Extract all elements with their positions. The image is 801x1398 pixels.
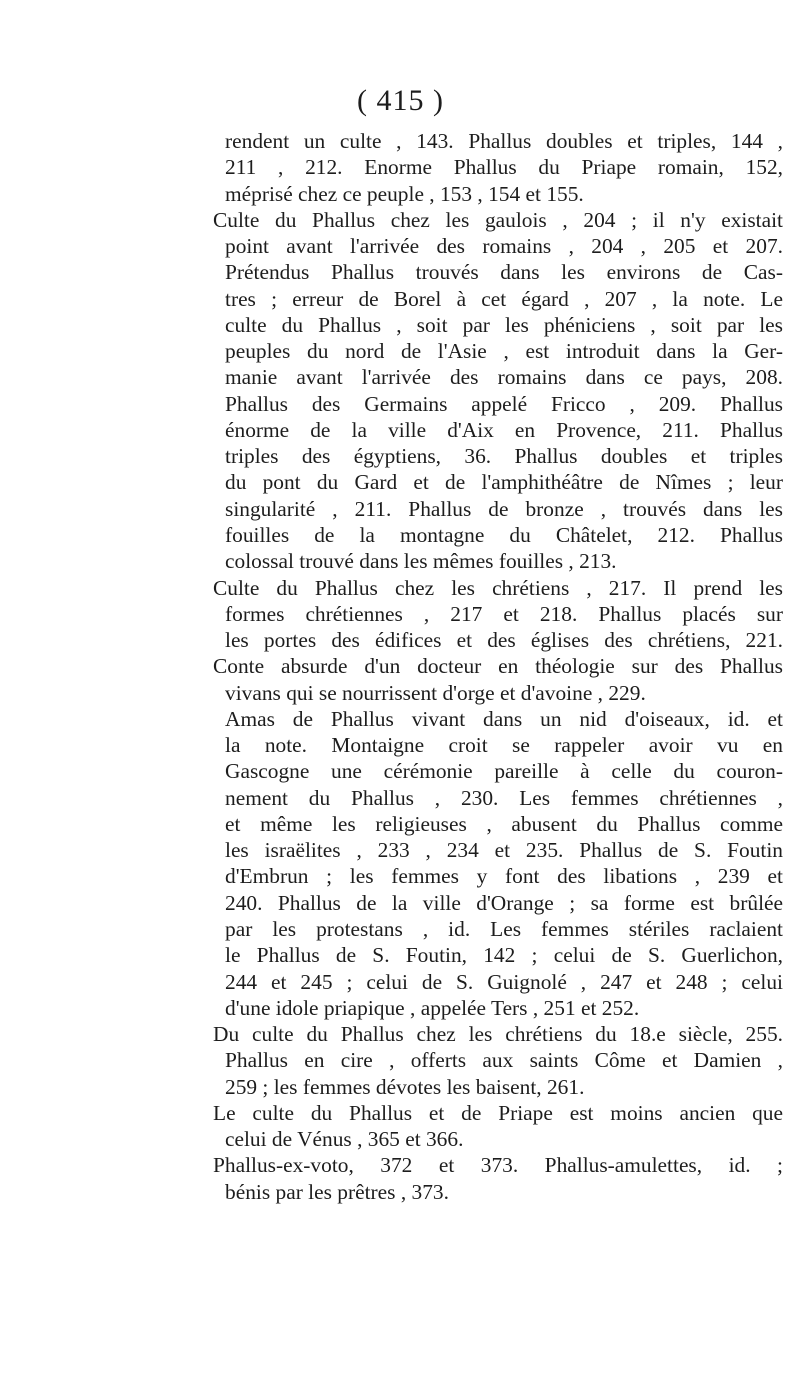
text-line: 259 ; les femmes dévotes les baisent, 261. (225, 1074, 585, 1099)
text-line: d'Embrun ; les femmes y font des libations , 239 et (225, 864, 783, 889)
text-line: Culte du Phallus chez les gaulois , 204 ; il n'y existait (213, 207, 783, 232)
text-line: 211 , 212. Enorme Phallus du Priape romain, 152, (225, 155, 783, 180)
text-line: formes chrétiennes , 217 et 218. Phallus placés sur (225, 601, 783, 626)
text-line: Phallus des Germains appelé Fricco , 209. Phallus (225, 391, 783, 416)
text-line: fouilles de la montagne du Châtelet, 212. Phallus (225, 522, 783, 547)
text-line: la note. Montaigne croit se rappeler avoir vu en (225, 733, 783, 758)
text-line: du pont du Gard et de l'amphithéâtre de Nîmes ; leur (225, 470, 783, 495)
text-line: méprisé chez ce peuple , 153 , 154 et 155. (225, 181, 584, 206)
text-line: Prétendus Phallus trouvés dans les environs de Cas- (225, 260, 783, 285)
text-line: Conte absurde d'un docteur en théologie sur des Phallus (213, 654, 783, 679)
text-line: les israëlites , 233 , 234 et 235. Phallus de S. Foutin (225, 838, 783, 863)
text-line: nement du Phallus , 230. Les femmes chrétiennes , (225, 785, 783, 810)
text-line: Du culte du Phallus chez les chrétiens du 18.e siècle, 255. (213, 1022, 783, 1047)
text-line: bénis par les prêtres , 373. (225, 1179, 449, 1204)
text-line: le Phallus de S. Foutin, 142 ; celui de S. Guerlichon, (225, 943, 783, 968)
text-line: 240. Phallus de la ville d'Orange ; sa forme est brûlée (225, 890, 783, 915)
text-line: énorme de la ville d'Aix en Provence, 211. Phallus (225, 417, 783, 442)
text-line: et même les religieuses , abusent du Phallus comme (225, 811, 783, 836)
text-line: tres ; erreur de Borel à cet égard , 207 , la note. Le (225, 286, 783, 311)
text-line: par les protestans , id. Les femmes stériles raclaient (225, 916, 783, 941)
text-line: Culte du Phallus chez les chrétiens , 217. Il prend les (213, 575, 783, 600)
text-line: point avant l'arrivée des romains , 204 , 205 et 207. (225, 234, 783, 259)
index-text-block (213, 128, 783, 1205)
text-line: triples des égyptiens, 36. Phallus doubles et triples (225, 444, 783, 469)
text-line: Le culte du Phallus et de Priape est moins ancien que (213, 1100, 783, 1125)
text-line: Gascogne une cérémonie pareille à celle du couron- (225, 759, 783, 784)
text-line: 244 et 245 ; celui de S. Guignolé , 247 et 248 ; celui (225, 969, 783, 994)
text-line: Amas de Phallus vivant dans un nid d'oiseaux, id. et (225, 706, 783, 731)
text-line: celui de Vénus , 365 et 366. (225, 1127, 464, 1152)
text-line: d'une idole priapique , appelée Ters , 251 et 252. (225, 995, 640, 1020)
text-line: les portes des édifices et des églises des chrétiens, 221. (225, 628, 783, 653)
text-line: rendent un culte , 143. Phallus doubles et triples, 144 , (225, 129, 783, 153)
text-line: colossal trouvé dans les mêmes fouilles , 213. (225, 549, 617, 574)
text-line: culte du Phallus , soit par les phéniciens , soit par les (225, 312, 783, 337)
page-number: ( 415 ) (357, 84, 444, 117)
text-line: Phallus en cire , offerts aux saints Côme et Damien , (225, 1048, 783, 1073)
text-line: vivans qui se nourrissent d'orge et d'avoine , 229. (225, 680, 646, 705)
text-line: manie avant l'arrivée des romains dans ce pays, 208. (225, 365, 783, 390)
text-line: singularité , 211. Phallus de bronze , trouvés dans les (225, 496, 783, 521)
text-line: Phallus-ex-voto, 372 et 373. Phallus-amulettes, id. ; (213, 1153, 783, 1178)
text-line: peuples du nord de l'Asie , est introduit dans la Ger- (225, 339, 783, 364)
